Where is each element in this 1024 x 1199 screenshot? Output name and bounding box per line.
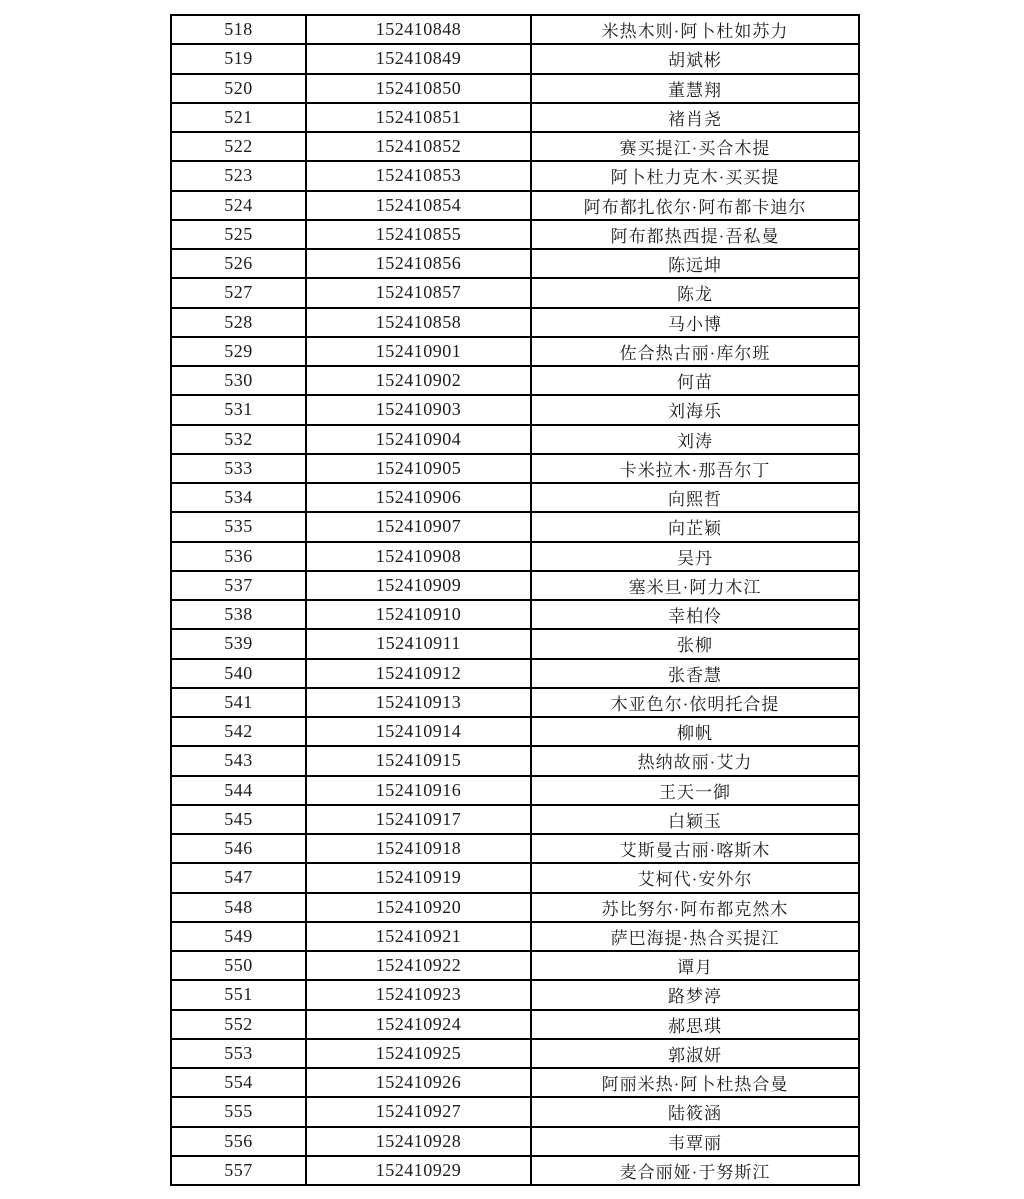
seq-cell: 543 [171,746,306,775]
id-cell: 152410924 [306,1010,531,1039]
table-row [171,863,859,892]
id-cell: 152410853 [306,161,531,190]
table-row [171,483,859,512]
table-row [171,805,859,834]
table-row [171,893,859,922]
id-cell: 152410856 [306,249,531,278]
name-cell: 艾斯曼古丽·喀斯木 [531,834,859,863]
seq-cell: 521 [171,103,306,132]
id-cell: 152410855 [306,220,531,249]
name-cell: 向芷颖 [531,512,859,541]
id-cell: 152410849 [306,44,531,73]
id-cell: 152410915 [306,746,531,775]
table-row [171,161,859,190]
id-cell: 152410922 [306,951,531,980]
id-cell: 152410929 [306,1156,531,1185]
table-row [171,600,859,629]
id-cell: 152410902 [306,366,531,395]
name-cell: 刘海乐 [531,395,859,424]
seq-cell: 540 [171,659,306,688]
id-cell: 152410926 [306,1068,531,1097]
seq-cell: 548 [171,893,306,922]
id-cell: 152410857 [306,278,531,307]
id-cell: 152410916 [306,776,531,805]
name-cell: 褚肖尧 [531,103,859,132]
name-cell: 佐合热古丽·库尔班 [531,337,859,366]
id-cell: 152410911 [306,629,531,658]
name-cell: 陆筱涵 [531,1097,859,1126]
table-row [171,629,859,658]
table-row [171,132,859,161]
name-cell: 阿布都扎依尔·阿布都卡迪尔 [531,191,859,220]
table-row [171,15,859,44]
name-cell: 阿布都热西提·吾私曼 [531,220,859,249]
seq-cell: 554 [171,1068,306,1097]
seq-cell: 529 [171,337,306,366]
table-row [171,74,859,103]
seq-cell: 539 [171,629,306,658]
table-row [171,542,859,571]
seq-cell: 528 [171,308,306,337]
seq-cell: 538 [171,600,306,629]
id-cell: 152410927 [306,1097,531,1126]
table-row [171,308,859,337]
name-cell: 张柳 [531,629,859,658]
seq-cell: 518 [171,15,306,44]
name-cell: 向熙哲 [531,483,859,512]
id-cell: 152410919 [306,863,531,892]
table-row [171,717,859,746]
student-roster-table [170,14,860,1186]
id-cell: 152410904 [306,425,531,454]
seq-cell: 553 [171,1039,306,1068]
name-cell: 柳帆 [531,717,859,746]
id-cell: 152410917 [306,805,531,834]
name-cell: 郭淑妍 [531,1039,859,1068]
table-row [171,366,859,395]
name-cell: 谭月 [531,951,859,980]
id-cell: 152410908 [306,542,531,571]
table-row [171,922,859,951]
id-cell: 152410910 [306,600,531,629]
seq-cell: 537 [171,571,306,600]
name-cell: 郝思琪 [531,1010,859,1039]
name-cell: 刘涛 [531,425,859,454]
name-cell: 路梦渟 [531,980,859,1009]
id-cell: 152410921 [306,922,531,951]
seq-cell: 541 [171,688,306,717]
seq-cell: 557 [171,1156,306,1185]
id-cell: 152410850 [306,74,531,103]
name-cell: 萨巴海提·热合买提江 [531,922,859,951]
table-row [171,395,859,424]
table-row [171,1097,859,1126]
table-row [171,659,859,688]
name-cell: 胡斌彬 [531,44,859,73]
name-cell: 白颖玉 [531,805,859,834]
seq-cell: 544 [171,776,306,805]
name-cell: 阿丽米热·阿卜杜热合曼 [531,1068,859,1097]
name-cell: 吴丹 [531,542,859,571]
name-cell: 阿卜杜力克木·买买提 [531,161,859,190]
id-cell: 152410851 [306,103,531,132]
table-row [171,746,859,775]
seq-cell: 545 [171,805,306,834]
id-cell: 152410914 [306,717,531,746]
seq-cell: 523 [171,161,306,190]
table-row [171,688,859,717]
table-row [171,249,859,278]
id-cell: 152410913 [306,688,531,717]
student-roster-table-body [171,15,859,1185]
seq-cell: 525 [171,220,306,249]
seq-cell: 535 [171,512,306,541]
seq-cell: 532 [171,425,306,454]
seq-cell: 534 [171,483,306,512]
seq-cell: 555 [171,1097,306,1126]
seq-cell: 550 [171,951,306,980]
table-row [171,454,859,483]
id-cell: 152410920 [306,893,531,922]
table-row [171,1127,859,1156]
table-row [171,1068,859,1097]
id-cell: 152410848 [306,15,531,44]
name-cell: 王天一御 [531,776,859,805]
table-row [171,1039,859,1068]
id-cell: 152410901 [306,337,531,366]
name-cell: 塞米旦·阿力木江 [531,571,859,600]
name-cell: 赛买提江·买合木提 [531,132,859,161]
name-cell: 陈远坤 [531,249,859,278]
id-cell: 152410906 [306,483,531,512]
seq-cell: 546 [171,834,306,863]
table-row [171,951,859,980]
name-cell: 张香慧 [531,659,859,688]
table-row [171,220,859,249]
seq-cell: 556 [171,1127,306,1156]
table-row [171,571,859,600]
table-row [171,776,859,805]
name-cell: 木亚色尔·依明托合提 [531,688,859,717]
seq-cell: 551 [171,980,306,1009]
table-row [171,425,859,454]
seq-cell: 520 [171,74,306,103]
seq-cell: 547 [171,863,306,892]
id-cell: 152410852 [306,132,531,161]
table-row [171,1010,859,1039]
id-cell: 152410925 [306,1039,531,1068]
id-cell: 152410909 [306,571,531,600]
table-row [171,1156,859,1185]
id-cell: 152410858 [306,308,531,337]
name-cell: 董慧翔 [531,74,859,103]
name-cell: 马小博 [531,308,859,337]
id-cell: 152410903 [306,395,531,424]
name-cell: 陈龙 [531,278,859,307]
table-row [171,44,859,73]
id-cell: 152410918 [306,834,531,863]
seq-cell: 533 [171,454,306,483]
seq-cell: 542 [171,717,306,746]
id-cell: 152410907 [306,512,531,541]
name-cell: 热纳故丽·艾力 [531,746,859,775]
seq-cell: 519 [171,44,306,73]
table-row [171,980,859,1009]
seq-cell: 526 [171,249,306,278]
table-row [171,103,859,132]
id-cell: 152410912 [306,659,531,688]
name-cell: 米热木则·阿卜杜如苏力 [531,15,859,44]
id-cell: 152410923 [306,980,531,1009]
table-row [171,278,859,307]
seq-cell: 530 [171,366,306,395]
id-cell: 152410854 [306,191,531,220]
name-cell: 麦合丽娅·于努斯江 [531,1156,859,1185]
table-row [171,337,859,366]
seq-cell: 527 [171,278,306,307]
seq-cell: 531 [171,395,306,424]
seq-cell: 524 [171,191,306,220]
seq-cell: 552 [171,1010,306,1039]
table-row [171,512,859,541]
name-cell: 韦覃丽 [531,1127,859,1156]
seq-cell: 549 [171,922,306,951]
name-cell: 何苗 [531,366,859,395]
name-cell: 卡米拉木·那吾尔丁 [531,454,859,483]
name-cell: 艾柯代·安外尔 [531,863,859,892]
table-row [171,191,859,220]
id-cell: 152410905 [306,454,531,483]
seq-cell: 536 [171,542,306,571]
name-cell: 苏比努尔·阿布都克然木 [531,893,859,922]
table-row [171,834,859,863]
name-cell: 幸柏伶 [531,600,859,629]
id-cell: 152410928 [306,1127,531,1156]
seq-cell: 522 [171,132,306,161]
